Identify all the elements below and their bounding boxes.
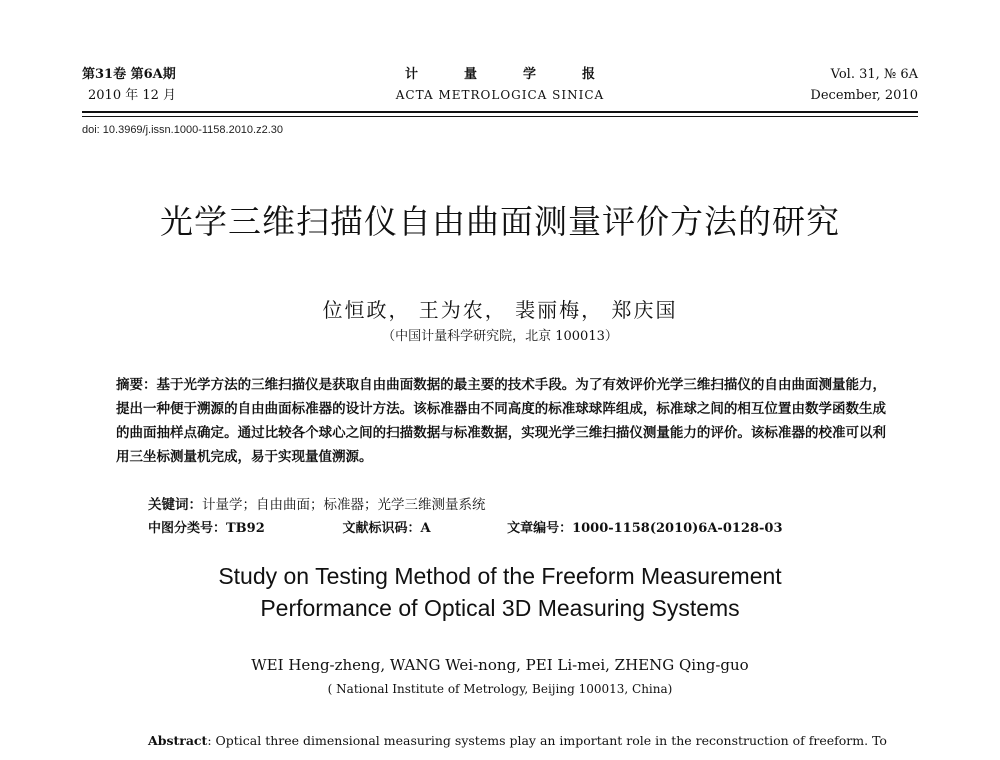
volume-issue-cn: 第31卷 第6A期 <box>82 67 176 82</box>
date-cn: 2010 年 12 月 <box>88 88 177 103</box>
header-right <box>810 64 918 106</box>
authors-cn: 位恒政， 王为农， 裴丽梅， 郑庆国 <box>322 298 678 322</box>
header-rule-thin <box>82 116 918 117</box>
document-code: 文献标识码：A <box>342 521 431 536</box>
abstract-en-label: Abstract <box>148 733 208 748</box>
title-cn: 光学三维扫描仪自由曲面测量评价方法的研究 <box>160 202 840 241</box>
affiliation-cn: （中国计量科学研究院，北京 100013） <box>382 329 618 344</box>
article-number: 文章编号：1000-1158(2010)6A-0128-03 <box>507 521 783 536</box>
journal-header <box>82 64 918 112</box>
journal-name-cn: 计量学报 <box>404 67 641 82</box>
header-rule-thick <box>82 111 918 113</box>
journal-name-en: ACTA METROLOGICA SINICA <box>395 88 605 102</box>
keywords-text: 计量学；自由曲面；标准器；光学三维测量系统 <box>202 497 486 513</box>
affiliation-en: ( National Institute of Metrology, Beijing 100013, China) <box>327 682 673 696</box>
abstract-cn <box>116 373 886 469</box>
title-en <box>0 560 1000 624</box>
authors-en: WEI Heng-zheng, WANG Wei-nong, PEI Li-mei, ZHENG Qing-guo <box>251 656 749 674</box>
abstract-en-text: : Optical three dimensional measuring systems play an important role in the reconstruction of freeform. To <box>207 733 887 748</box>
abstract-cn-text: 基于光学方法的三维扫描仪是获取自由曲面数据的最主要的技术手段。为了有效评价光学三维扫描仪的自由曲面测量能力，提出一种便于溯源的自由曲面标准器的设计方法。该标准器由不同高度的标准球球阵组成，标准球之间的相互位置由数学函数生成的曲面抽样点确定。通过比较各个球心之间的扫描数据与标准数据，实现光学三维扫描仪测量能力的评价。该标准器的校准可以利用三坐标测量机完成，易于实现量值溯源。 <box>116 377 887 465</box>
title-en-line1: Study on Testing Method of the Freeform Measurement <box>218 563 782 589</box>
doi: doi: 10.3969/j.issn.1000-1158.2010.z2.30 <box>82 124 284 136</box>
clc-number: 中图分类号：TB92 <box>148 521 265 536</box>
abstract-en <box>148 733 887 748</box>
volume-issue-en: Vol. 31, № 6A <box>830 67 918 82</box>
keywords-cn <box>148 493 486 513</box>
date-en: December, 2010 <box>810 88 918 103</box>
title-en-line2: Performance of Optical 3D Measuring Systems <box>260 595 740 621</box>
classification-line <box>148 517 888 536</box>
abstract-cn-label: 摘要： <box>116 377 157 393</box>
keywords-label: 关键词： <box>148 497 202 513</box>
header-center <box>82 64 918 106</box>
